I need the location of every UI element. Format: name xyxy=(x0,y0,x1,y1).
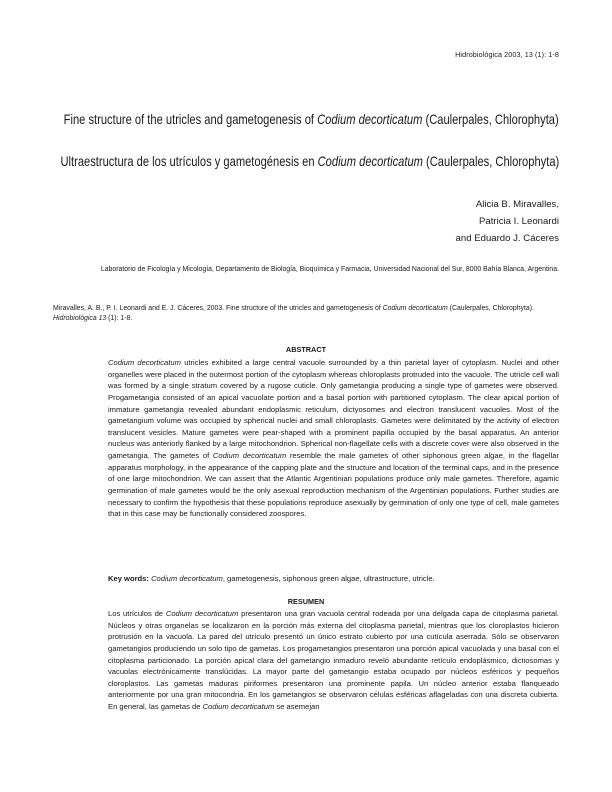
resumen-heading: RESUMEN xyxy=(287,597,325,606)
author-1: Alicia B. Miravalles, xyxy=(475,199,559,210)
title-es-species: Codium decorticatum xyxy=(317,154,423,169)
author-2: Patricia I. Leonardi xyxy=(479,216,559,227)
citation-journal: Hidrobiológica xyxy=(53,315,97,322)
title-en-post: (Caulerpales, Chlorophyta) xyxy=(422,112,559,127)
citation-species: Codium decorticatum xyxy=(382,305,448,312)
abstract-body xyxy=(108,357,559,520)
abstract-text-2: resemble the male gametes of other siphonous green algae, in the flagellar apparatus morphology, in the appearance of the capping plate and the structure and location of the terminal caps, and in the presence of one large mitochondrion. We can assert that the Atlantic Argentinian populations produce only male gametes. Therefore, agamic germination of male gametes would be the only asexual reproduction mechanism of the Argentinian populations. Further studies are necessary to confirm the hypothesis that these populations reproduce asexually by germination of only one type of cell, male gametes that in this case may be functionally considered zoospores. xyxy=(108,451,559,519)
resumen-species-2: Codium decorticatum xyxy=(202,702,275,711)
author-3: and Eduardo J. Cáceres xyxy=(455,233,559,244)
abstract-species: Codium decorticatum xyxy=(108,358,181,367)
abstract-species-2: Codium decorticatum xyxy=(212,451,287,460)
affiliation: Laboratorio de Ficología y Micología, Departamento de Biología, Bioquímica y Farmacia, Universidad Nacional del Sur, 8000 Bahía Blanca, Argentina. xyxy=(100,266,559,273)
title-english xyxy=(64,112,559,128)
keywords-species: Codium decorticatum xyxy=(151,574,223,583)
abstract-text-1: utricles exhibited a large central vacuole surrounded by a thin parietal layer of cytoplasm. Nuclei and other organelles were placed in the outermost portion of the cytoplasm whereas chloroplasts protruded into the vacuole. The utricle cell wall was formed by a single stratum covered by a rugose cuticle. Only gametangia producing a single type of gametes were observed. Progametangia consisted of an apical vacuolate portion and a basal portion with partitioned cytoplasm. The clear apical portion of immature gametangia revealed abundant endoplasmic reticulum, dictyosomes and electron translucent vacuoles. Most of the gametangium volume was occupied by spherical nuclei and small chloroplasts. Gametes were delimitated by the activity of electron translucent vesicles. Mature gametes were pear-shaped with a prominent papilla occupied by the basal apparatus. An anterior nucleus was anteriorly flanked by a large mitochondrion. Spherical non-flagellate cells with a discrete cover were also observed in the gametangia. The gametes of xyxy=(108,358,560,460)
keywords xyxy=(108,574,559,583)
citation-mid: (Caulerpales, Chlorophyta). xyxy=(447,305,534,312)
keywords-rest: , gametogenesis, siphonous green algae, ultrastructure, utricle. xyxy=(222,574,435,583)
title-es-pre: Ultraestructura de los utrículos y gametogénesis en xyxy=(60,154,318,169)
resumen-body xyxy=(108,608,559,713)
abstract-heading: ABSTRACT xyxy=(285,345,327,354)
title-spanish xyxy=(60,154,559,170)
citation-post: (1): 1-8. xyxy=(106,315,133,322)
title-en-species: Codium decorticatum xyxy=(317,112,423,127)
resumen-text-1: Los utrículos de xyxy=(108,609,166,618)
authors-block xyxy=(456,196,559,247)
keywords-label: Key words: xyxy=(108,574,149,583)
resumen-species: Codium decorticatum xyxy=(165,609,239,618)
title-es-post: (Caulerpales, Chlorophyta) xyxy=(422,154,559,169)
citation-volume: 13 xyxy=(98,315,107,322)
resumen-text-2: presentaron una gran vacuola central rodeada por una delgada capa de citoplasma parietal. Núcleos y otras organelas se localizaron en la porción más externa del citoplasma parietal, mientras que los cloroplastos hicieron protrusión en la vacuola. La pared del utrículo presentó un único estrato cubierto por una cutícula aserrada. Sólo se observaron gametangios produciendo un solo tipo de gametas. Los progametangios presentaron una porción apical vacuolada y una basal con el citoplasma particionado. La porción apical clara del gametangio inmaduro reveló abundante retículo endoplásmico, dictiosomas y vacuolas electrónicamente translúcidas. La mayor parte del gametangio estaba ocupado por núcleos esféricos y pequeños cloroplastos. Las gametas maduras piriformes presentaron una prominente papila. Un núcleo anterior estaba flanqueado anteriormente por una gran mitocondria. En los gametangios se observaron células esféricas aflageladas con una discreta cubierta. En general, las gametas de xyxy=(108,609,560,711)
citation-pre: Miravalles, A. B., P. I. Leonardi and E. J. Cáceres, 2003. Fine structure of the utricles and gametogenesis of xyxy=(53,305,383,312)
resumen-text-3: se asemejan xyxy=(274,702,320,711)
title-en-pre: Fine structure of the utricles and gametogenesis of xyxy=(63,112,318,127)
running-head: Hidrobiológica 2003, 13 (1): 1-8 xyxy=(455,50,559,59)
citation xyxy=(53,304,559,324)
